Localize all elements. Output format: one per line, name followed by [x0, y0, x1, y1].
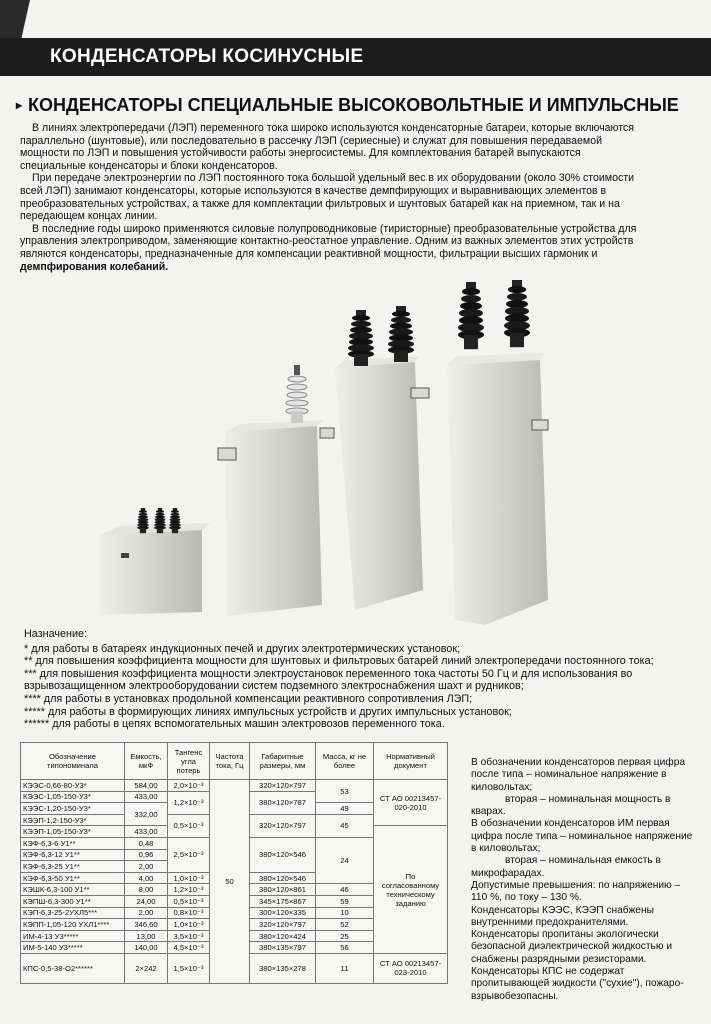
section-title [16, 95, 679, 116]
capacitor-photo [85, 280, 565, 625]
cell: 320×120×797 [250, 919, 316, 931]
cell: 24 [316, 837, 374, 883]
intro-line: параллельно (шунтовые), или последовательно в рассечку ЛЭП (сериесные) и служат для повышения передаваемой [20, 134, 603, 147]
purpose-line: ***** для работы в формирующих линиях импульсных устройств и других импульсных установок; [24, 705, 512, 718]
th-document: Нормативный документ [374, 743, 448, 780]
note-line: кварах. [471, 806, 506, 818]
cell: 2,00 [125, 907, 168, 919]
cell: 380×135×797 [250, 942, 316, 954]
cell: КЭПП-1,05-120 УХЛ1**** [21, 919, 125, 931]
cell: 46 [316, 884, 374, 896]
cell: 345×175×867 [250, 895, 316, 907]
note-line: Конденсаторы КПС не содержат [471, 966, 625, 978]
page-title: КОНДЕНСАТОРЫ КОСИНУСНЫЕ [50, 46, 364, 67]
th-dimensions: Габаритные размеры, мм [250, 743, 316, 780]
note-line: Допустимые превышения: по напряжению – [471, 879, 681, 891]
cell: 433,00 [125, 791, 168, 803]
cell: 3,5×10⁻³ [168, 930, 210, 942]
purpose-line: взрывозащищенном электрооборудовании систем подземного электроснабжения шахт и рудников; [24, 680, 524, 693]
th-capacity: Емкость, мкФ [125, 743, 168, 780]
cell: КЭФ-6,3-25 У1** [21, 861, 125, 873]
intro-line: демпфирования колебаний. [20, 260, 169, 273]
cell: 584,00 [125, 780, 168, 792]
purpose-line: ****** для работы в цепях вспомогательных машин электровозов переменного тока. [24, 718, 445, 731]
corner-decoration [0, 0, 30, 40]
note-line: микрофарадах. [471, 867, 545, 879]
intro-paragraph-3 [20, 223, 692, 273]
note-line: взрывобезопасны. [471, 990, 559, 1002]
purpose-line: ** для повышения коэффициента мощности для шунтовых и фильтровых батарей линий электропередачи постоянного тока; [24, 655, 654, 668]
cell: 1,0×10⁻³ [168, 919, 210, 931]
cell: КЭЭП-1,05-150-У3* [21, 826, 125, 838]
cell: 0,5×10⁻³ [168, 895, 210, 907]
cell: КЭШК-6,3-100 У1** [21, 884, 125, 896]
intro-line: специальные конденсаторы и блоки конденсаторов. [20, 159, 278, 172]
cell: 300×120×335 [250, 907, 316, 919]
cell: 1,0×10⁻³ [168, 872, 210, 884]
note-line: внутренними предохранителями. [471, 916, 629, 928]
note-line: в киловольтах; [471, 843, 541, 855]
intro-line: управления электроприводом, заменяющие контактно-реостатное управление. Одним из важных элементов этих устройств [20, 235, 634, 248]
cell: 4,00 [125, 872, 168, 884]
cell: КЭЭП-1,2-150-У3* [21, 814, 125, 826]
notes-text [471, 757, 703, 1003]
intro-line: всей ЛЭП) занимают конденсаторы, которые используются в качестве демпфирующих и выравнивающих элементов в [20, 184, 607, 197]
cell: 10 [316, 907, 374, 919]
purpose-heading: Назначение: [24, 628, 87, 640]
note-line: вторая – номинальная емкость в [505, 855, 661, 867]
cell: 1,2×10⁻³ [168, 791, 210, 814]
cell: 380×135×278 [250, 953, 316, 983]
cell: КЭЭС-1,05-150-У3* [21, 791, 125, 803]
cell: 1,2×10⁻³ [168, 884, 210, 896]
capacitor-tallest [447, 280, 548, 625]
intro-paragraph-1 [20, 122, 692, 172]
cell: 320×120×797 [250, 814, 316, 837]
capacitor-tall [335, 306, 429, 610]
cell: 2,0×10⁻³ [168, 780, 210, 792]
note-line: В обозначении конденсаторов первая цифра [471, 757, 686, 768]
cell: 13,00 [125, 930, 168, 942]
cell: 25 [316, 930, 374, 942]
header-bar [0, 38, 711, 76]
cell: КЭФ-6,3-6 У1** [21, 837, 125, 849]
intro-line: мощности по ЛЭП и повышения устойчивости работы энергосистемы. Для комплектования батарей выпускаются [20, 147, 581, 160]
cell: 380×120×424 [250, 930, 316, 942]
note-line: В обозначении конденсаторов ИМ первая [471, 818, 670, 830]
cell: ИМ-5-140 У3***** [21, 942, 125, 954]
note-line: после типа – номинальное напряжение в [471, 769, 667, 781]
purpose-line: *** для повышения коэффициента мощности электроустановок переменного тока частоты 50 Гц и для использования во [24, 667, 633, 680]
intro-paragraph-2 [20, 172, 692, 222]
intro-text [20, 122, 692, 273]
cell: КЭПШ-6,3-300 У1** [21, 895, 125, 907]
intro-line: В линиях электропередачи (ЛЭП) переменного тока широко используются конденсаторные батареи, которые включаются [32, 122, 635, 134]
cell: 1,5×10⁻³ [168, 953, 210, 983]
purpose-line: **** для работы в установках продольной компенсации реактивного сопротивления ЛЭП; [24, 692, 473, 705]
th-type: Обозначение типономинала [21, 743, 125, 780]
intro-line: В последние годы широко применяются силовые полупроводниковые (тиристорные) преобразовательные устройства для [32, 222, 637, 235]
cell: 2,00 [125, 861, 168, 873]
cell: ИМ-4-13 У3***** [21, 930, 125, 942]
cell: КЭП-6,3-25-2УХЛ5*** [21, 907, 125, 919]
cell: КПС-0,5-38-О2****** [21, 953, 125, 983]
note-line: цифра после типа – номинальное напряжение [471, 830, 693, 842]
cell: КЭЭС-0,66-80-У3* [21, 780, 125, 792]
note-line: Конденсаторы пропитаны экологически [471, 929, 659, 941]
cell: 45 [316, 814, 374, 837]
cell: 380×120×861 [250, 884, 316, 896]
cell: 320×120×797 [250, 780, 316, 792]
cell: КЭФ-6,3-12 У1** [21, 849, 125, 861]
cell: 332,00 [125, 803, 168, 826]
cell: 433,00 [125, 826, 168, 838]
cell: 11 [316, 953, 374, 983]
section-title-text: КОНДЕНСАТОРЫ СПЕЦИАЛЬНЫЕ ВЫСОКОВОЛЬТНЫЕ И ИМПУЛЬСНЫЕ [28, 95, 679, 115]
note-line: киловольтах; [471, 781, 533, 793]
purpose-line: * для работы в батареях индукционных печей и других электротермических установок; [24, 642, 461, 655]
th-frequency: Частота тока, Гц [210, 743, 250, 780]
cell: 53 [316, 780, 374, 803]
cell: 380×120×546 [250, 872, 316, 884]
cell: 0,5×10⁻³ [168, 814, 210, 837]
note-line: вторая – номинальная мощность в [505, 793, 671, 805]
cell: КЭЭС-1,20-150-У3* [21, 803, 125, 815]
intro-line: преобразовательных устройствах, а также для комплектации фильтровых и шунтовых батарей как на приемном, так и на [20, 197, 620, 210]
cell: 0,48 [125, 837, 168, 849]
cell: 380×120×787 [250, 791, 316, 814]
note-line: пропитывающей жидкости ("сухие"), пожаро- [471, 978, 684, 990]
capacitor-small [100, 508, 210, 615]
cell: 2,5×10⁻³ [168, 837, 210, 872]
triangle-bullet-icon: ▸ [16, 98, 23, 112]
table-header-row [21, 743, 448, 780]
spec-table [20, 742, 448, 984]
cell: СТ АО 00213457-023-2010 [374, 953, 448, 983]
cell: 380×120×546 [250, 837, 316, 872]
cell: 59 [316, 895, 374, 907]
note-line: безопасной диэлектрической жидкостью и [471, 941, 673, 953]
cell: 4,5×10⁻³ [168, 942, 210, 954]
cell: 56 [316, 942, 374, 954]
cell: 50 [210, 780, 250, 984]
intro-line: являются конденсаторы, предназначенные для компенсации реактивной мощности, фильтрации высших гармоник и [20, 247, 598, 260]
th-tangent: Тангенс угла потерь [168, 743, 210, 780]
th-mass: Масса, кг не более [316, 743, 374, 780]
purpose-list [24, 628, 704, 731]
cell: 24,00 [125, 895, 168, 907]
table-row [21, 780, 448, 792]
cell: По согласованному техническому заданию [374, 826, 448, 954]
capacitor-medium [218, 365, 334, 616]
note-line: снабжены разрядными резисторами. [471, 953, 647, 965]
cell: 0,96 [125, 849, 168, 861]
cell: 2×242 [125, 953, 168, 983]
cell: 0,8×10⁻³ [168, 907, 210, 919]
intro-line: передающем концах линии. [20, 210, 158, 223]
cell: 8,00 [125, 884, 168, 896]
cell: 140,00 [125, 942, 168, 954]
cell: СТ АО 00213457-020-2010 [374, 780, 448, 826]
cell: 52 [316, 919, 374, 931]
note-line: Конденсаторы КЭЭС, КЭЭП снабжены [471, 904, 654, 916]
intro-line: При передаче электроэнергии по ЛЭП постоянного тока большой удельный вес в их оборудовании (около 30% стоимости [32, 172, 635, 185]
cell: 49 [316, 803, 374, 815]
cell: 346,60 [125, 919, 168, 931]
cell: КЭФ-6,3-50 У1** [21, 872, 125, 884]
note-line: 110 %, по току – 130 %. [471, 892, 582, 904]
